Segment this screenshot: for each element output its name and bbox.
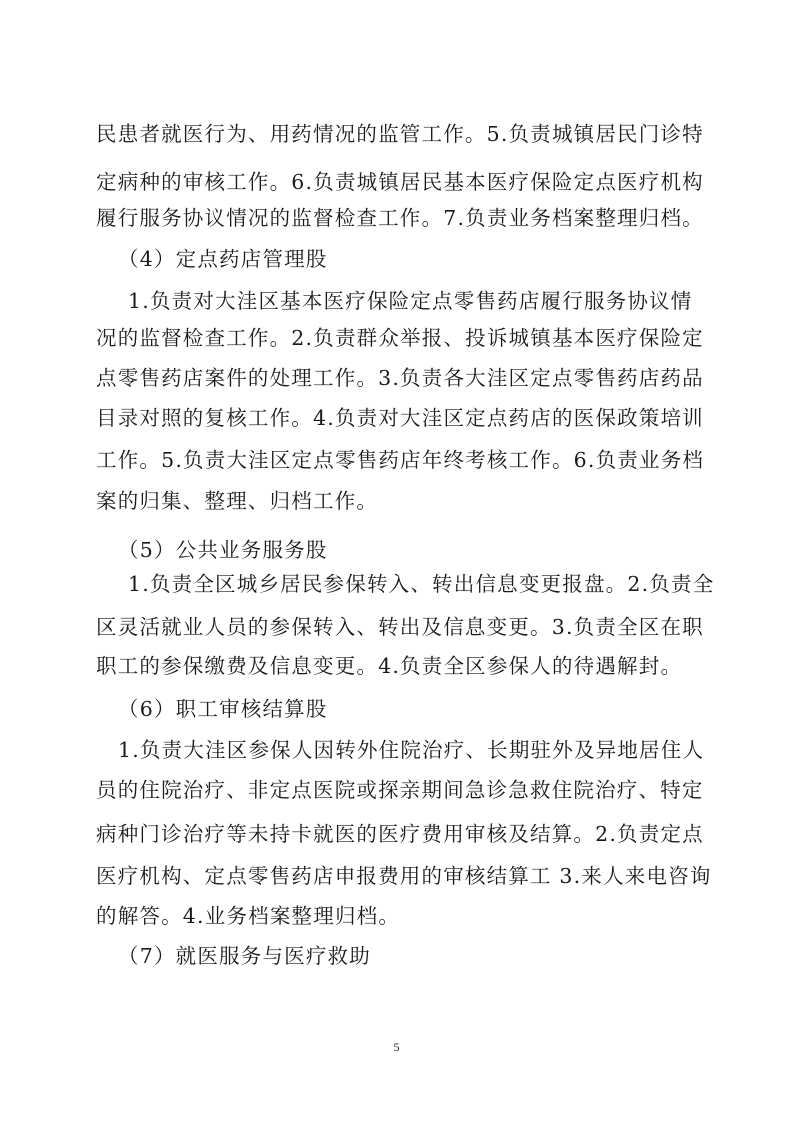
text-line: 案的归集、整理、归档工作。 [96, 489, 379, 513]
text-line: 区灵活就业人员的参保转入、转出及信息变更。3.负责全区在职 [96, 615, 704, 639]
text-line: 的解答。4.业务档案整理归档。 [96, 904, 401, 928]
text-line: 民患者就医行为、用药情况的监管工作。5.负责城镇居民门诊特 [96, 122, 704, 146]
text-line: 病种门诊治疗等未持卡就医的医疗费用审核及结算。2.负责定点 [96, 822, 704, 846]
text-line: 定病种的审核工作。6.负责城镇居民基本医疗保险定点医疗机构 [96, 170, 704, 194]
text-line: 目录对照的复核工作。4.负责对大洼区定点药店的医保政策培训 [96, 406, 704, 430]
text-line: 职工的参保缴费及信息变更。4.负责全区参保人的待遇解封。 [96, 654, 683, 678]
section-heading-4: （4）定点药店管理股 [118, 247, 328, 271]
text-line: 医疗机构、定点零售药店申报费用的审核结算工 3.来人来电咨询 [96, 864, 712, 888]
text-line: 1.负责全区城乡居民参保转入、转出信息变更报盘。2.负责全 [128, 572, 715, 596]
section-heading-6: （6）职工审核结算股 [118, 697, 328, 721]
text-line: 点零售药店案件的处理工作。3.负责各大洼区定点零售药店药品 [96, 366, 704, 390]
text-line: 1.负责大洼区参保人因转外住院治疗、长期驻外及异地居住人 [118, 738, 705, 762]
text-line: 况的监督检查工作。2.负责群众举报、投诉城镇基本医疗保险定 [96, 326, 704, 350]
text-line: 履行服务协议情况的监督检查工作。7.负责业务档案整理归档。 [96, 206, 704, 230]
text-line: 员的住院治疗、非定点医院或探亲期间急诊急救住院治疗、特定 [96, 778, 704, 802]
section-heading-5: （5）公共业务服务股 [118, 538, 328, 562]
text-line: 工作。5.负责大洼区定点零售药店年终考核工作。6.负责业务档 [96, 448, 705, 472]
page-number: 5 [393, 1040, 400, 1054]
section-heading-7: （7）就医服务与医疗救助 [118, 944, 371, 968]
text-line: 1.负责对大洼区基本医疗保险定点零售药店履行服务协议情 [128, 289, 693, 313]
